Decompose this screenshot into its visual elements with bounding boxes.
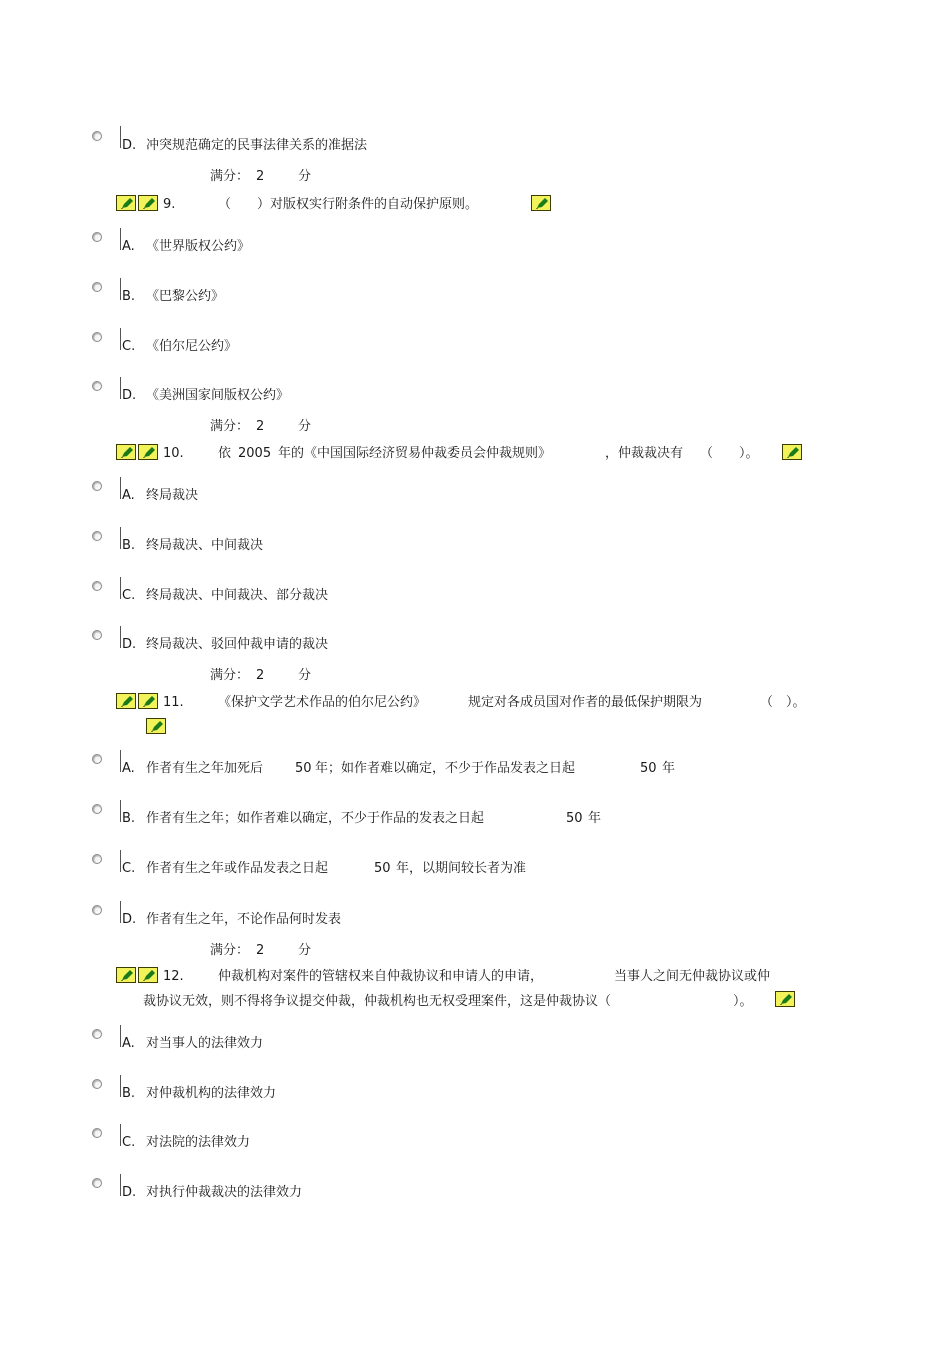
q9-option-c-radio[interactable] [92, 332, 102, 342]
option-letter: D. [122, 388, 137, 403]
q10-stem-part: ，仲裁裁决有 [605, 446, 684, 461]
pencil-mark-icon[interactable] [775, 991, 795, 1007]
option-text: 作者有生之年；如作者难以确定，不少于作品的发表之日起 [146, 811, 485, 826]
option-text: 《美洲国家间版权公约》 [146, 388, 290, 403]
pencil-nav-icon[interactable] [138, 444, 158, 460]
q12-stem-part: 仲裁机构对案件的管辖权来自仲裁协议和申请人的申请， [218, 969, 544, 984]
q10-option-a-radio[interactable] [92, 481, 102, 491]
q12-option-b [122, 1086, 276, 1102]
pencil-nav-icon[interactable] [116, 195, 136, 211]
q8-option-d [122, 138, 367, 154]
option-divider [120, 228, 121, 250]
option-letter: C. [122, 339, 136, 354]
option-text: 终局裁决 [146, 488, 199, 503]
q10-option-b [122, 538, 263, 554]
pencil-mark-icon[interactable] [782, 444, 802, 460]
option-text: 50 [640, 761, 657, 776]
q11-option-a [122, 761, 675, 777]
q11-option-a-radio[interactable] [92, 754, 102, 764]
pencil-nav-icon[interactable] [116, 444, 136, 460]
option-divider [120, 800, 121, 822]
score-value: 2 [256, 419, 265, 434]
option-divider [120, 1174, 121, 1196]
option-letter: D. [122, 637, 137, 652]
option-divider [120, 1025, 121, 1047]
q12-option-c-radio[interactable] [92, 1128, 102, 1138]
q9-score [210, 419, 311, 435]
option-text: 作者有生之年或作品发表之日起 [146, 861, 329, 876]
option-divider [120, 577, 121, 599]
option-text: 对仲裁机构的法律效力 [146, 1086, 277, 1101]
option-text: 《世界版权公约》 [146, 239, 251, 254]
q12-option-d [122, 1185, 302, 1201]
q12-option-a [122, 1036, 263, 1052]
q12-stem-part: 裁协议无效，则不得将争议提交仲裁，仲裁机构也无权受理案件，这是仲裁协议（ [143, 994, 612, 1009]
option-divider [120, 850, 121, 872]
score-value: 2 [256, 668, 265, 683]
option-divider [120, 1124, 121, 1146]
q8-option-d-radio[interactable] [92, 131, 102, 141]
q12-option-b-radio[interactable] [92, 1079, 102, 1089]
option-letter: D. [122, 912, 137, 927]
option-divider [120, 626, 121, 648]
q10-score [210, 668, 311, 684]
q9-option-c [122, 339, 237, 355]
pencil-mark-icon[interactable] [146, 718, 166, 734]
option-text: 对当事人的法律效力 [146, 1036, 264, 1051]
q11-option-c-radio[interactable] [92, 854, 102, 864]
score-value: 2 [256, 943, 265, 958]
pencil-nav-icon[interactable] [116, 967, 136, 983]
option-text: 50 [295, 761, 312, 776]
option-letter: B. [122, 289, 136, 304]
q12-number: 12. [163, 969, 184, 984]
option-text: 年，以期间较长者为准 [396, 861, 527, 876]
q10-stem-part: 依 [218, 446, 232, 461]
option-text: 50 [566, 811, 583, 826]
q12-option-a-radio[interactable] [92, 1029, 102, 1039]
option-divider [120, 527, 121, 549]
option-text: 终局裁决、驳回仲裁申请的裁决 [146, 637, 329, 652]
option-divider [120, 750, 121, 772]
option-letter: C. [122, 1135, 136, 1150]
option-text: 作者有生之年，不论作品何时发表 [146, 912, 342, 927]
option-divider [120, 377, 121, 399]
option-text: 对执行仲裁裁决的法律效力 [146, 1185, 303, 1200]
q11-option-d [122, 912, 341, 928]
q9-option-a [122, 239, 250, 255]
option-letter: A. [122, 239, 135, 254]
q9-option-a-radio[interactable] [92, 232, 102, 242]
option-text: 《巴黎公约》 [146, 289, 225, 304]
pencil-mark-icon[interactable] [531, 195, 551, 211]
option-divider [120, 126, 121, 148]
q9-option-b [122, 289, 224, 305]
q11-option-b [122, 811, 601, 827]
option-letter: B. [122, 1086, 136, 1101]
option-text: 年 [588, 811, 602, 826]
q10-option-d-radio[interactable] [92, 630, 102, 640]
q11-score [210, 943, 311, 959]
q10-option-a [122, 488, 198, 504]
option-divider [120, 1075, 121, 1097]
q10-option-c-radio[interactable] [92, 581, 102, 591]
q11-stem-part: （ ）。 [760, 695, 806, 710]
option-text: 50 [374, 861, 391, 876]
score-unit: 分 [298, 943, 312, 958]
q10-option-c [122, 588, 328, 604]
q9-option-d-radio[interactable] [92, 381, 102, 391]
q12-option-c [122, 1135, 250, 1151]
score-value: 2 [256, 169, 265, 184]
q10-option-d [122, 637, 328, 653]
option-letter: B. [122, 811, 136, 826]
score-label: 满分： [210, 169, 250, 184]
q12-option-d-radio[interactable] [92, 1178, 102, 1188]
option-divider [120, 477, 121, 499]
option-letter: C. [122, 861, 136, 876]
q9-number: 9. [163, 197, 176, 212]
q9-stem: （ ）对版权实行附条件的自动保护原则。 [218, 197, 479, 212]
q9-option-d [122, 388, 289, 404]
pencil-nav-icon[interactable] [138, 693, 158, 709]
score-label: 满分： [210, 419, 250, 434]
option-text: 《伯尔尼公约》 [146, 339, 238, 354]
q11-option-d-radio[interactable] [92, 905, 102, 915]
option-text: 年 [662, 761, 676, 776]
option-letter: A. [122, 761, 135, 776]
q11-number: 11. [163, 695, 184, 710]
pencil-nav-icon[interactable] [138, 195, 158, 211]
option-text: 冲突规范确定的民事法律关系的准据法 [146, 138, 368, 153]
q10-stem-part: （ ）。 [700, 446, 759, 461]
q10-stem-part: 2005 [238, 446, 272, 461]
q11-option-b-radio[interactable] [92, 804, 102, 814]
option-text: 终局裁决、中间裁决、部分裁决 [146, 588, 329, 603]
q8-score [210, 169, 311, 185]
option-text: 作者有生之年加死后 [146, 761, 264, 776]
q11-option-c [122, 861, 526, 877]
option-letter: A. [122, 488, 135, 503]
option-divider [120, 328, 121, 350]
option-divider [120, 278, 121, 300]
option-letter: B. [122, 538, 136, 553]
q11-stem-part: 规定对各成员国对作者的最低保护期限为 [468, 695, 703, 710]
score-label: 满分： [210, 943, 250, 958]
q11-stem-part: 《保护文学艺术作品的伯尔尼公约》 [218, 695, 427, 710]
pencil-nav-icon[interactable] [138, 967, 158, 983]
option-letter: D. [122, 138, 137, 153]
score-unit: 分 [298, 419, 312, 434]
option-text: 年；如作者难以确定，不少于作品发表之日起 [315, 761, 576, 776]
option-letter: D. [122, 1185, 137, 1200]
q12-stem-part: 当事人之间无仲裁协议或仲 [614, 969, 771, 984]
score-unit: 分 [298, 668, 312, 683]
score-label: 满分： [210, 668, 250, 683]
option-divider [120, 901, 121, 923]
q10-option-b-radio[interactable] [92, 531, 102, 541]
option-text: 对法院的法律效力 [146, 1135, 251, 1150]
score-unit: 分 [298, 169, 312, 184]
option-letter: A. [122, 1036, 135, 1051]
q9-option-b-radio[interactable] [92, 282, 102, 292]
q12-stem-part: ）。 [733, 994, 753, 1009]
option-text: 终局裁决、中间裁决 [146, 538, 264, 553]
q10-stem-part: 年的《中国国际经济贸易仲裁委员会仲裁规则》 [278, 446, 552, 461]
pencil-nav-icon[interactable] [116, 693, 136, 709]
q10-number: 10. [163, 446, 184, 461]
option-letter: C. [122, 588, 136, 603]
